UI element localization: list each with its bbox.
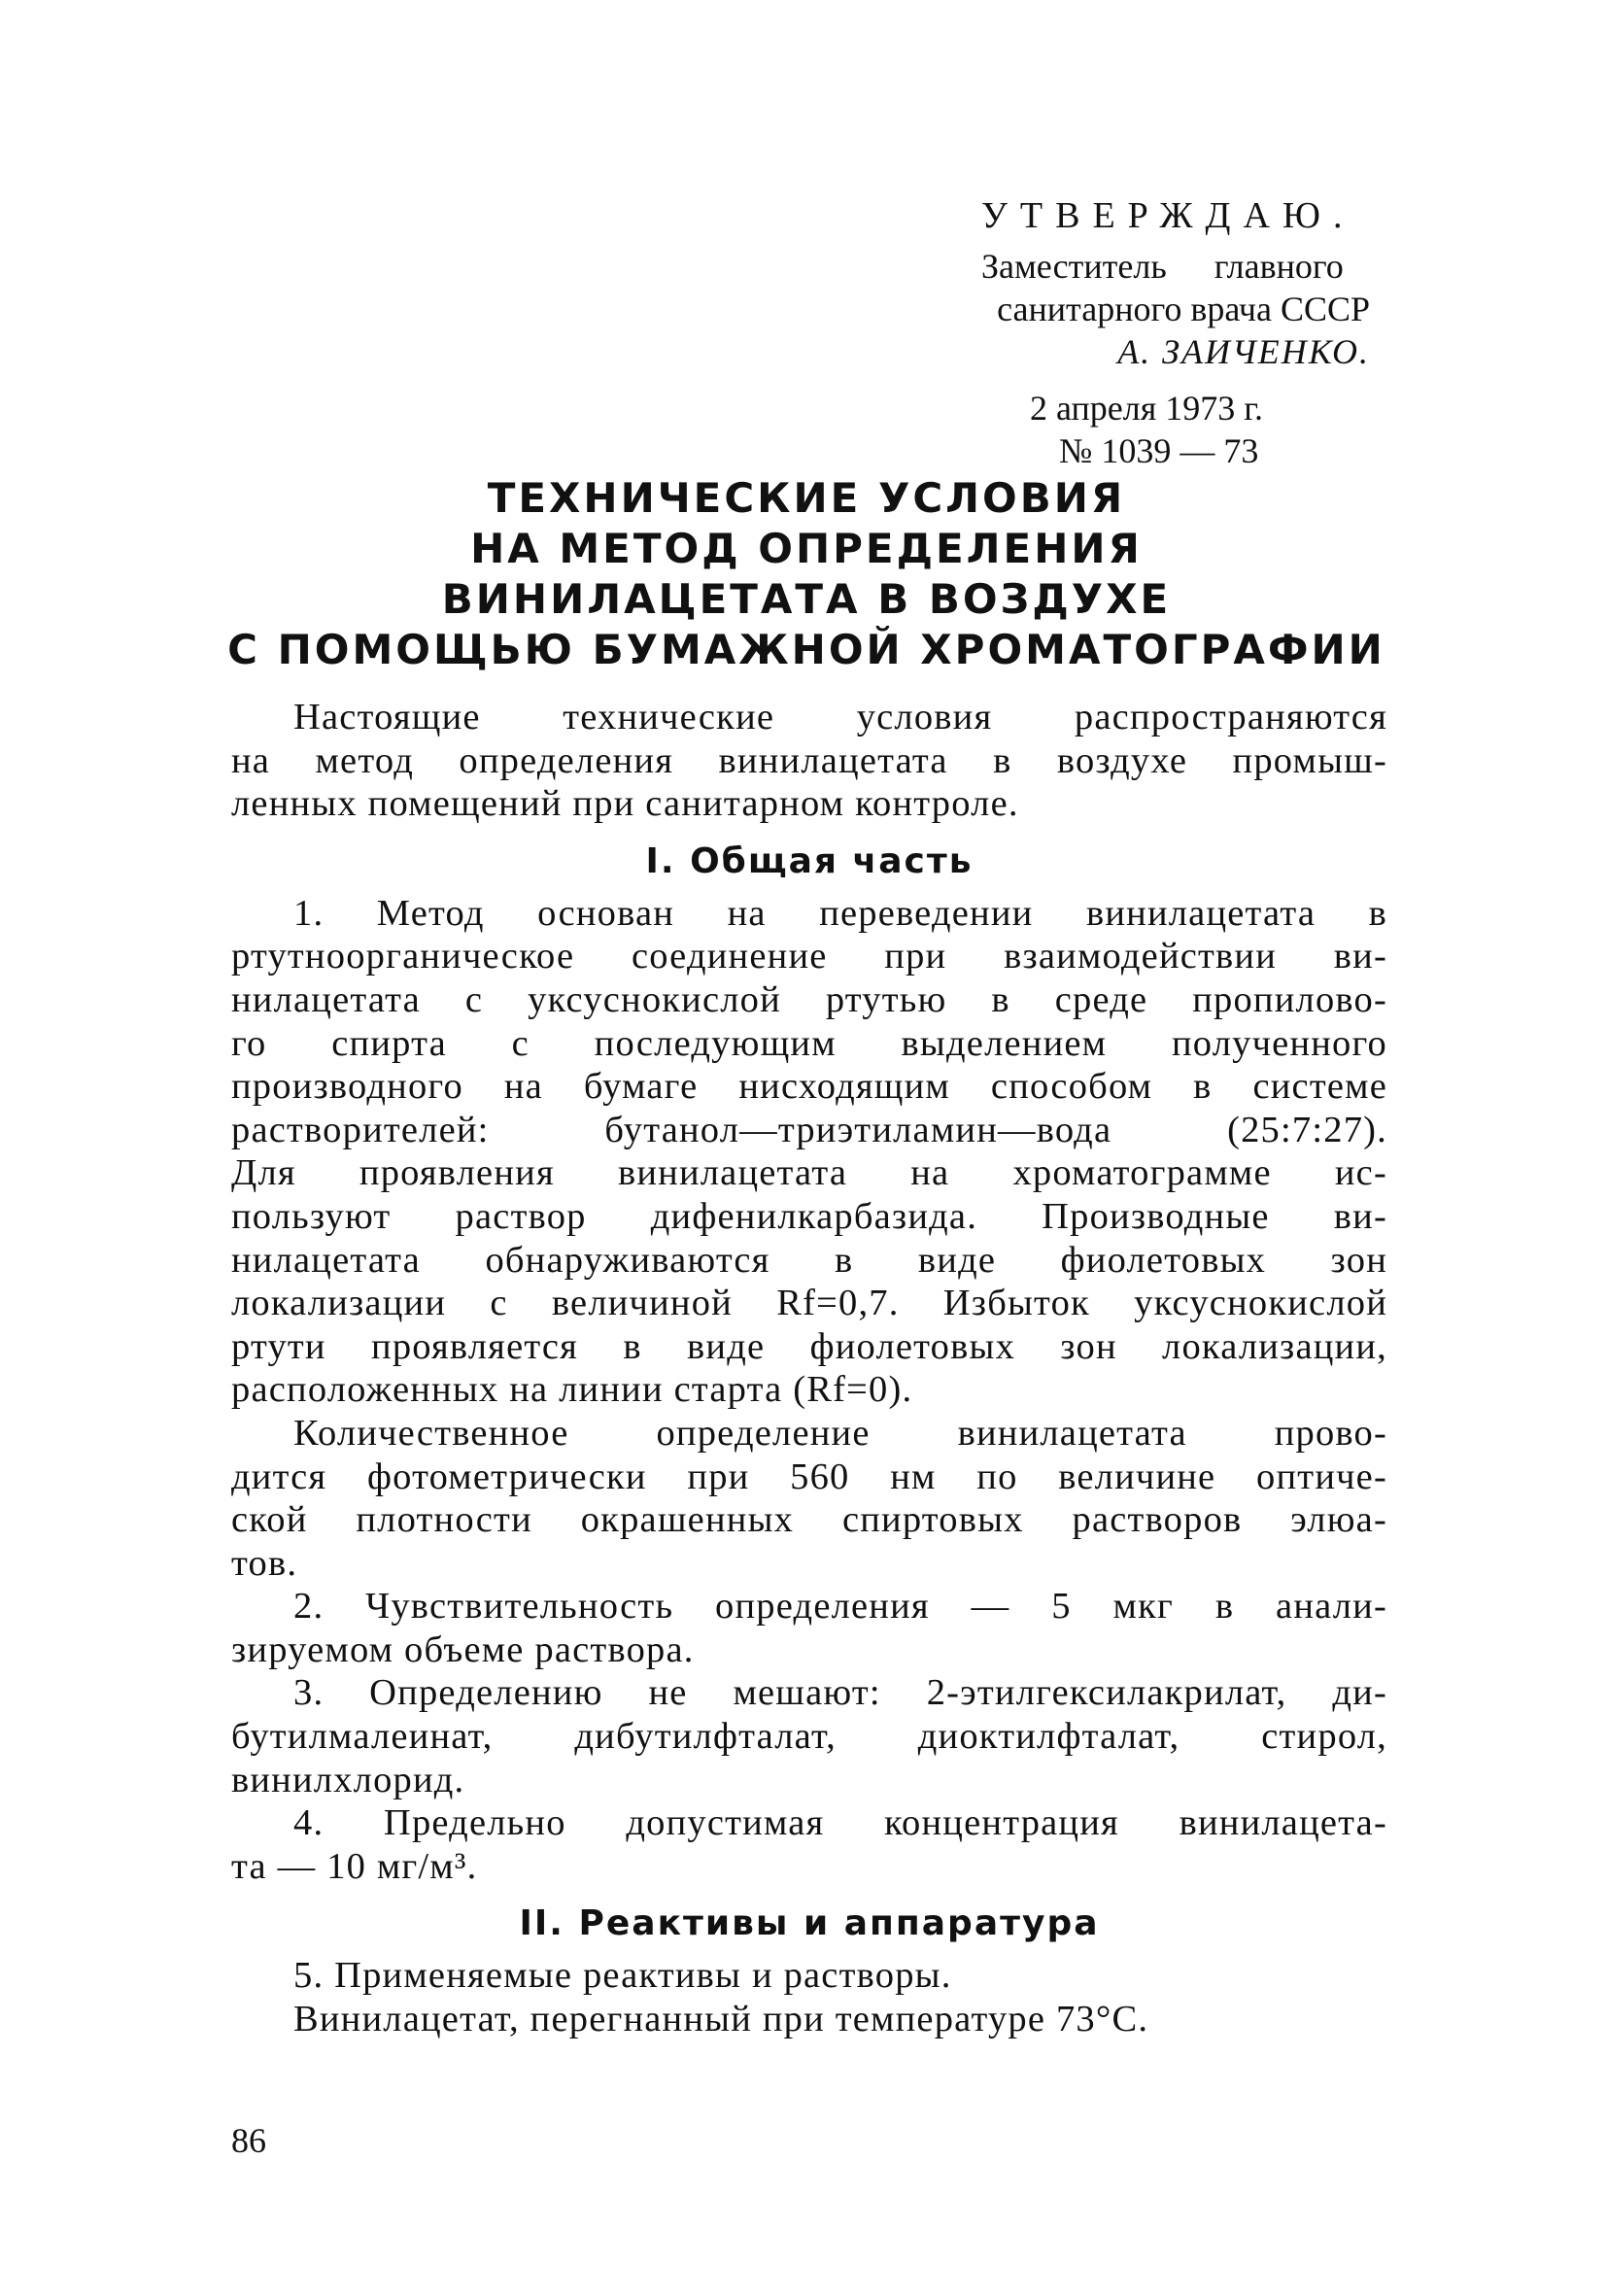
paragraph-interference: [231, 1671, 1387, 1801]
text-line: 4. Предельно допустимая концентрация винилацета-: [293, 1802, 1387, 1844]
text-line: ленных помещений при санитарном контроле.: [231, 783, 1019, 825]
page-number: 86: [231, 2121, 266, 2160]
title-line-3: ВИНИЛАЦЕТАТА В ВОЗДУХЕ: [441, 575, 1172, 623]
approval-date: 2 апреля 1973 г.: [1030, 389, 1263, 428]
text-line: бутилмалеинат, дибутилфталат, диоктилфталат, стирол,: [231, 1716, 1387, 1758]
approver-position-line-2: санитарного врача СССР: [997, 290, 1370, 328]
paragraph-reagents: [231, 1954, 1387, 1998]
text-line: 3. Определению не мешают: 2-этилгексилакрилат, ди-: [293, 1672, 1387, 1714]
text-line: 2. Чувствительность определения — 5 мкг в анали-: [293, 1586, 1387, 1628]
text-line: го спирта с последующим выделением полученного: [231, 1022, 1387, 1064]
paragraph-limit: [231, 1801, 1387, 1888]
approver-name: А. ЗАИЧЕНКО.: [1117, 332, 1370, 371]
text-line: Винилацетат, перегнанный при температуре 73°С.: [293, 1999, 1149, 2040]
text-line: дится фотометрически при 560 нм по величине оптиче-: [231, 1456, 1387, 1497]
document-title: [175, 473, 1438, 675]
approval-number: № 1039 — 73: [1059, 431, 1259, 470]
text-line: 1. Метод основан на переведении винилацетата в: [293, 892, 1387, 934]
paragraph-sensitivity: [231, 1585, 1387, 1671]
text-line: локализации с величиной Rf=0,7. Избыток уксуснокислой: [231, 1283, 1387, 1324]
text-line: Настоящие технические условия распространяются: [293, 697, 1387, 737]
approve-word: УТВЕРЖДАЮ.: [981, 195, 1355, 236]
paragraph-quantitative: [231, 1412, 1387, 1585]
section-heading-general: I. Общая часть: [645, 840, 974, 881]
section-heading-reagents: II. Реактивы и аппаратура: [519, 1903, 1100, 1944]
approval-block: [933, 194, 1380, 472]
paragraph-vinyl-acetate: [231, 1998, 1387, 2041]
text-line: ртути проявляется в виде фиолетовых зон локализации,: [231, 1325, 1387, 1367]
title-line-4: С ПОМОЩЬЮ БУМАЖНОЙ ХРОМАТОГРАФИИ: [227, 626, 1385, 673]
title-line-2: НА МЕТОД ОПРЕДЕЛЕНИЯ: [470, 525, 1143, 572]
text-line: производного на бумаге нисходящим способом в системе: [231, 1066, 1387, 1108]
text-line: зируемом объеме раствора.: [231, 1628, 695, 1670]
text-line: ской плотности окрашенных спиртовых растворов элюа-: [231, 1499, 1387, 1541]
text-line: нилацетата обнаруживаются в виде фиолетовых зон: [231, 1239, 1387, 1281]
text-line: та — 10 мг/м³.: [231, 1845, 478, 1887]
text-line: ртутноорганическое соединение при взаимодействии ви-: [231, 936, 1387, 977]
text-line: винилхлорид.: [231, 1759, 465, 1800]
text-line: нилацетата с уксуснокислой ртутью в среде пропилово-: [231, 978, 1387, 1020]
text-line: растворителей: бутанол—триэтиламин—вода (25:7:27).: [231, 1109, 1387, 1150]
approver-position-line-1: Заместитель главного: [981, 247, 1344, 286]
text-line: на метод определения винилацетата в воздухе промыш-: [231, 739, 1387, 781]
text-line: расположенных на линии старта (Rf=0).: [231, 1369, 913, 1411]
text-line: пользуют раствор дифенилкарбазида. Производные ви-: [231, 1195, 1387, 1237]
text-line: Для проявления винилацетата на хроматограмме ис-: [231, 1152, 1387, 1194]
text-line: тов.: [231, 1542, 298, 1584]
intro-paragraph: [231, 696, 1387, 826]
text-line: Количественное определение винилацетата прово-: [293, 1412, 1387, 1454]
paragraph-method: [231, 892, 1387, 1412]
title-line-1: ТЕХНИЧЕСКИЕ УСЛОВИЯ: [487, 474, 1126, 522]
text-line: 5. Применяемые реактивы и растворы.: [293, 1955, 952, 1997]
document-body: [231, 696, 1387, 2041]
